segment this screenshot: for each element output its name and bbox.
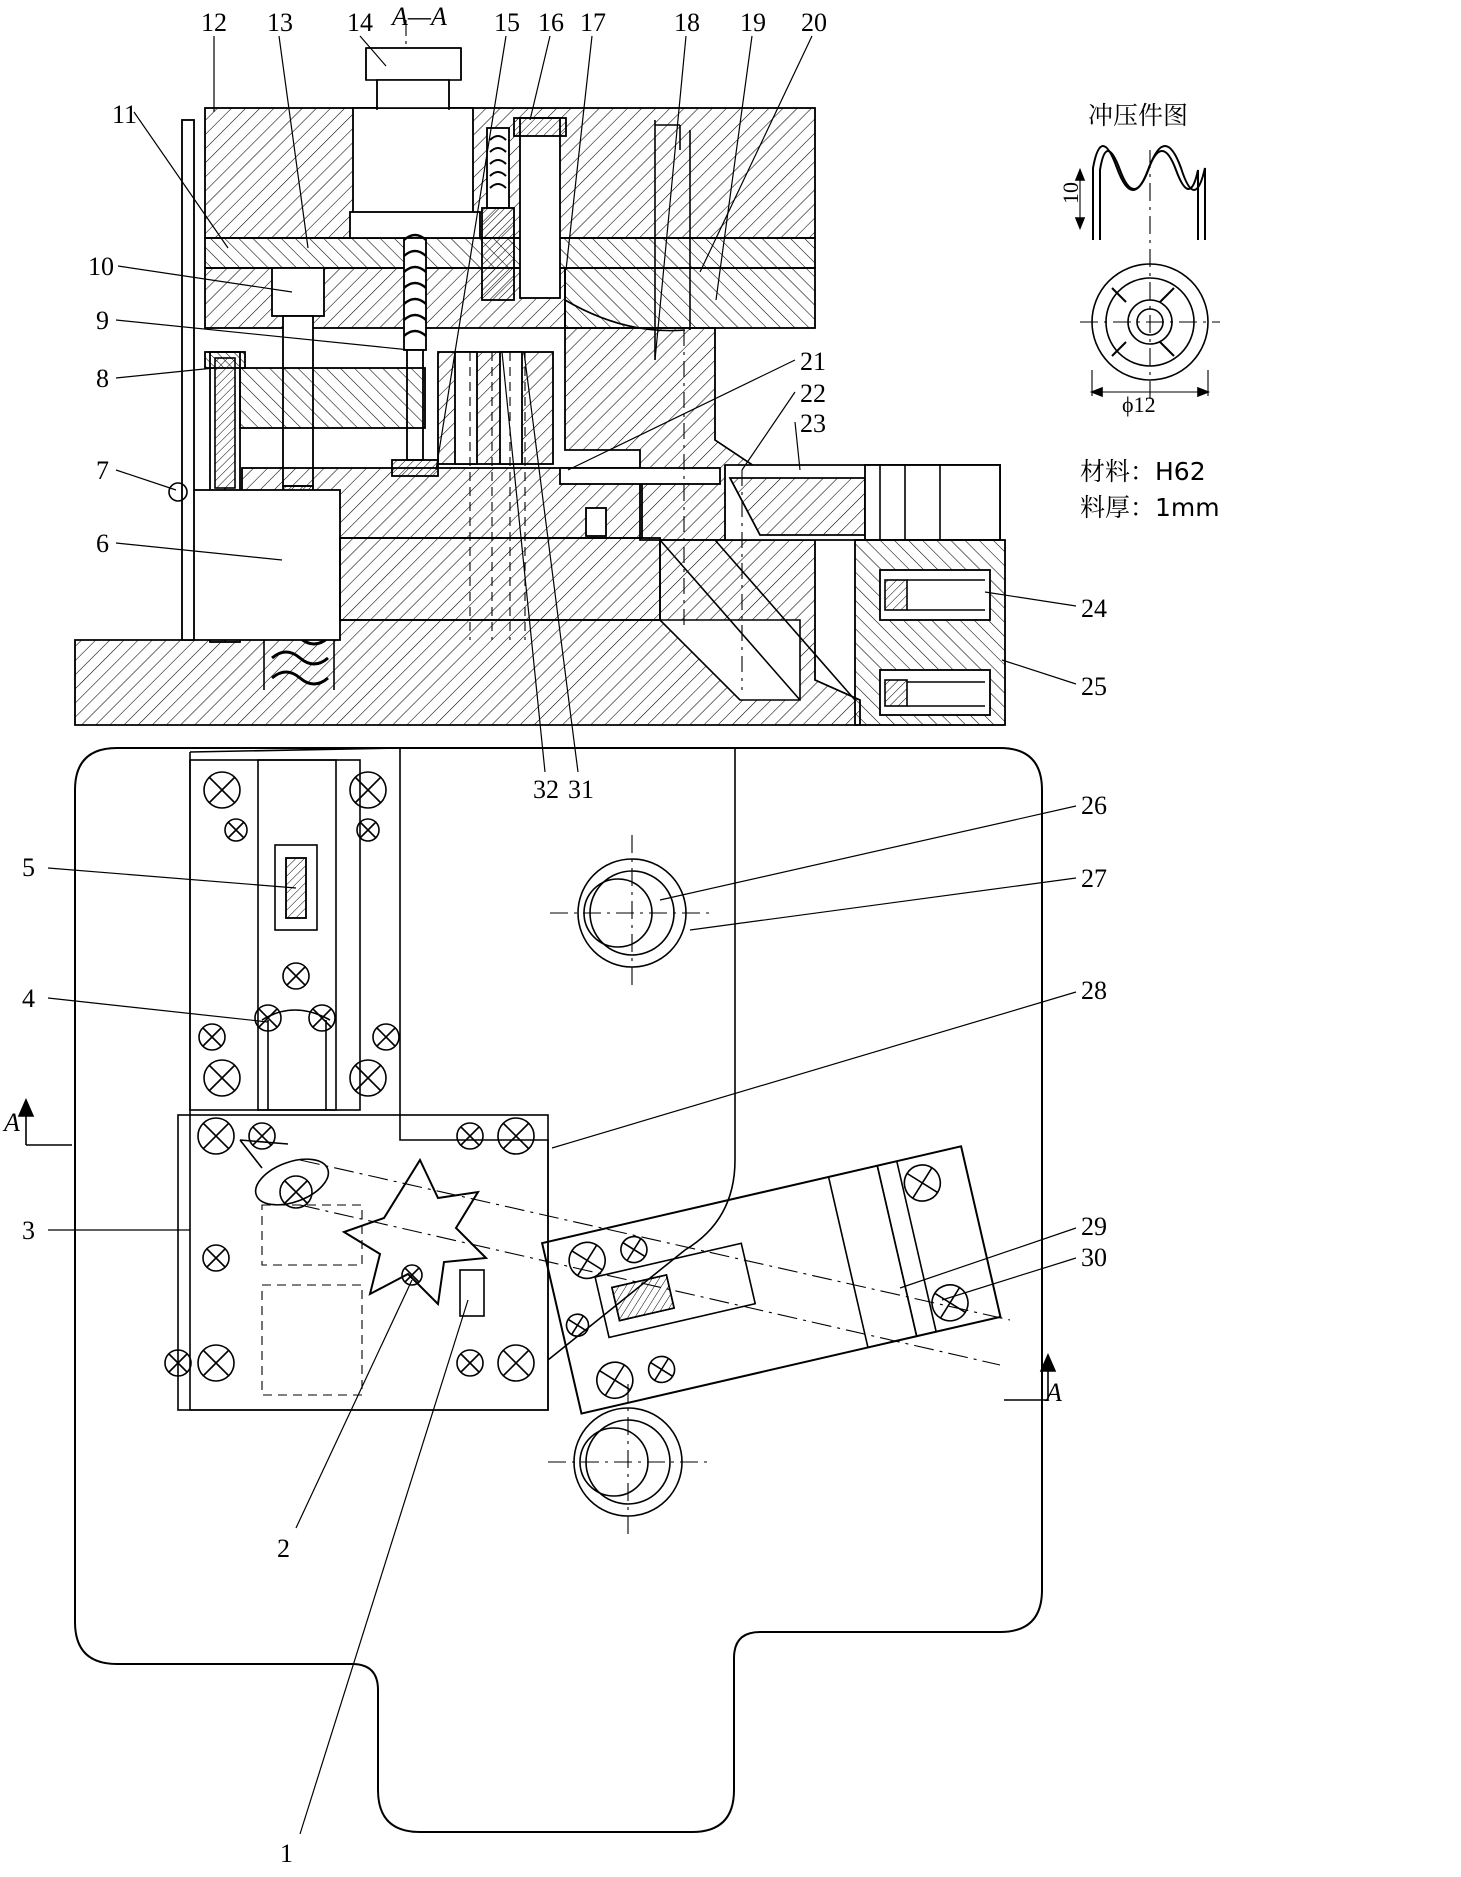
callout-22: 22 bbox=[800, 379, 826, 408]
callout-9: 9 bbox=[96, 306, 109, 335]
part-dim-height: 10 bbox=[1058, 182, 1083, 204]
callout-32: 32 bbox=[533, 775, 559, 804]
section-arrow-label-left: A bbox=[4, 1108, 20, 1137]
callout-20: 20 bbox=[801, 8, 827, 37]
callout-18: 18 bbox=[674, 8, 700, 37]
callout-1: 1 bbox=[280, 1839, 293, 1868]
part-view-title: 冲压件图 bbox=[1088, 101, 1189, 130]
callout-11: 11 bbox=[112, 100, 138, 129]
part-dim-diameter: ϕ12 bbox=[1122, 392, 1156, 417]
callout-7: 7 bbox=[96, 456, 109, 485]
callout-26: 26 bbox=[1081, 791, 1107, 820]
callout-12: 12 bbox=[201, 8, 227, 37]
callout-31: 31 bbox=[568, 775, 594, 804]
callout-25: 25 bbox=[1081, 672, 1107, 701]
material-note: 材料：H62 bbox=[1080, 457, 1206, 486]
callout-17: 17 bbox=[580, 8, 606, 37]
callout-6: 6 bbox=[96, 529, 109, 558]
callout-14: 14 bbox=[347, 8, 373, 37]
callout-8: 8 bbox=[96, 364, 109, 393]
callout-29: 29 bbox=[1081, 1212, 1107, 1241]
thickness-note: 料厚：1mm bbox=[1080, 493, 1220, 522]
callout-16: 16 bbox=[538, 8, 564, 37]
callout-24: 24 bbox=[1081, 594, 1107, 623]
callout-21: 21 bbox=[800, 347, 826, 376]
callout-4: 4 bbox=[22, 984, 35, 1013]
callout-28: 28 bbox=[1081, 976, 1107, 1005]
callout-5: 5 bbox=[22, 853, 35, 882]
callout-27: 27 bbox=[1081, 864, 1107, 893]
callout-23: 23 bbox=[800, 409, 826, 438]
callout-30: 30 bbox=[1081, 1243, 1107, 1272]
callout-3: 3 bbox=[22, 1216, 35, 1245]
callout-13: 13 bbox=[267, 8, 293, 37]
callout-10: 10 bbox=[88, 252, 114, 281]
callout-15: 15 bbox=[494, 8, 520, 37]
callout-2: 2 bbox=[277, 1534, 290, 1563]
callout-19: 19 bbox=[740, 8, 766, 37]
section-arrow-label-right: A bbox=[1046, 1378, 1062, 1407]
section-label: A—A bbox=[392, 2, 447, 31]
